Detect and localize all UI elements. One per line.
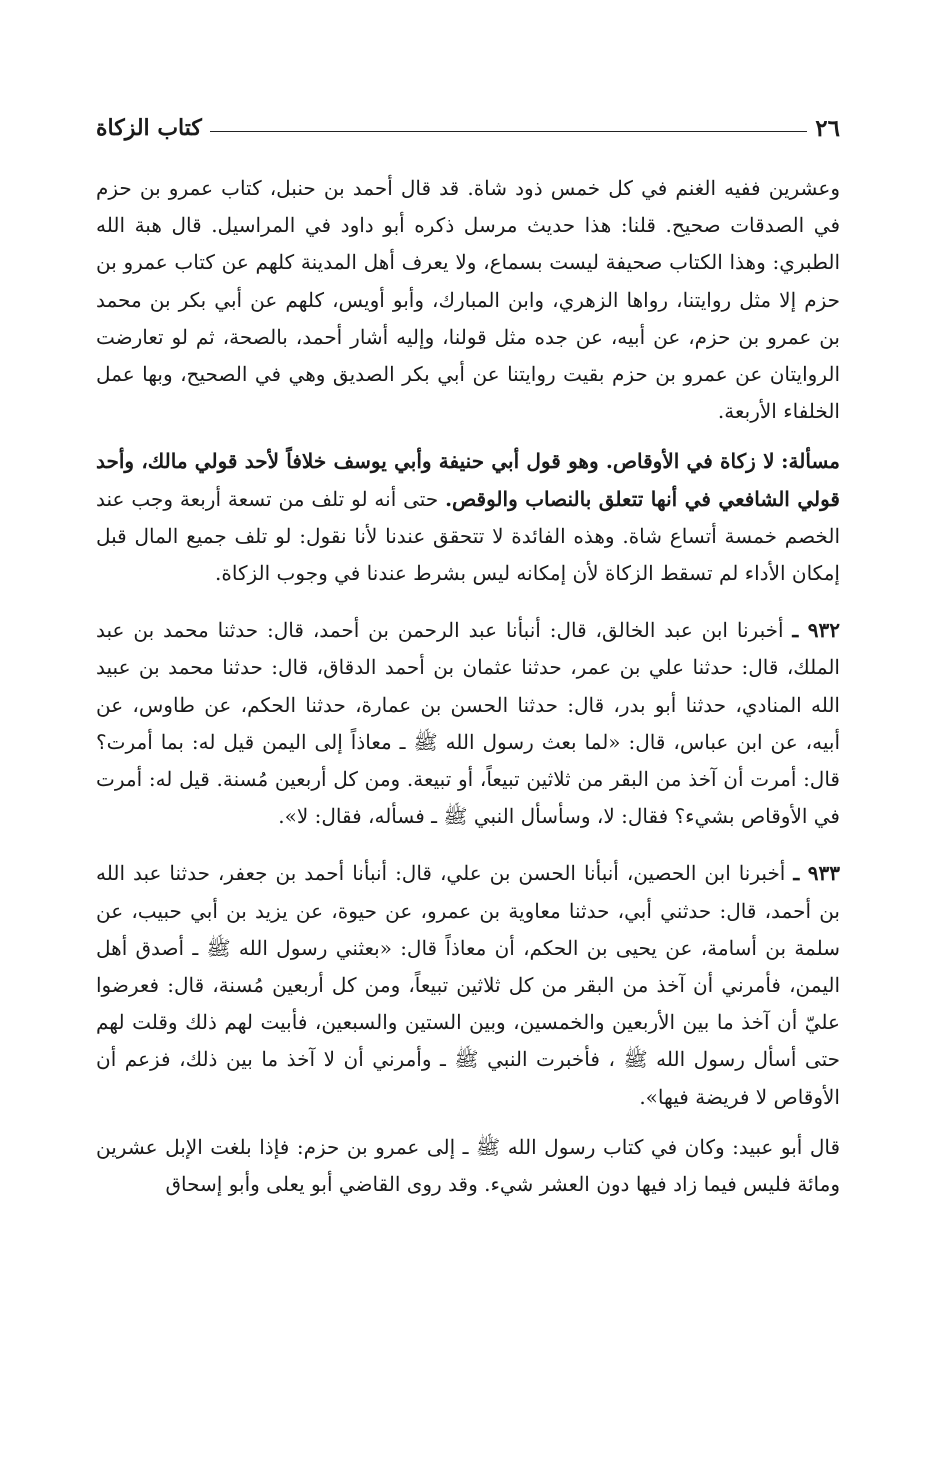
masala-text: حتى أنه لو تلف من تسعة أربعة وجب عند الخصم خمسة أتساع شاة. وهذه الفائدة لا تتحقق عندنا لأنا نقول: لو تلف جميع المال قبل إمكان الأداء لم تسقط الزكاة لأن إمكانه ليس بشرط عندنا في وجوب الزكاة. — [96, 486, 840, 586]
page-number: ٢٦ — [815, 114, 840, 142]
page-header — [96, 112, 840, 144]
page-body — [96, 170, 840, 1216]
header-rule — [210, 131, 807, 132]
hadith-933 — [96, 855, 840, 1115]
masala-label: مسألة: — [781, 449, 841, 474]
hadith-932-number: ٩٣٢ ـ — [792, 618, 841, 643]
masala-ruling: لا زكاة في الأوقاص. وهو قول أبي حنيفة وأبي يوسف خلافاً لأحد قولي مالك، وأحد قولي الشافعي في أنها تتعلق بالنصاب والوقص. — [96, 449, 840, 511]
paragraph-intro — [96, 170, 840, 430]
hadith-933-text: أخبرنا ابن الحصين، أنبأنا الحسن بن علي، قال: أنبأنا أحمد بن جعفر، حدثنا عبد الله بن أحمد، قال: حدثني أبي، حدثنا معاوية بن عمرو، عن حيوة، عن يزيد بن أبي حبيب، عن سلمة بن أسامة، عن يحيى بن الحكم، أن معاذاً قال: «بعثني رسول الله ﷺ ـ أصدق أهل اليمن، فأمرني أن آخذ من البقر من كل ثلاثين تبيعاً، ومن كل أربعين مُسنة، قال: فعرضوا عليّ أن آخذ ما بين الأربعين والخمسين، وبين الستين والسبعين، فأبيت لهم ذلك وقلت لهم حتى أسأل رسول الله ﷺ ، فأخبرت النبي ﷺ ـ وأمرني أن لا آخذ ما بين ذلك، فزعم أن الأوقاص لا فريضة فيها». — [96, 861, 840, 1109]
book-title: كتاب الزكاة — [96, 115, 202, 141]
paragraph-abu-ubayd-text: قال أبو عبيد: وكان في كتاب رسول الله ﷺ ـ إلى عمرو بن حزم: فإذا بلغت الإبل عشرين ومائة فليس فيما زاد فيها دون العشر شيء. وقد روى القاضي أبو يعلى وأبو إسحاق — [96, 1134, 840, 1197]
hadith-932 — [96, 612, 840, 835]
hadith-932-text: أخبرنا ابن عبد الخالق، قال: أنبأنا عبد الرحمن بن أحمد، قال: حدثنا محمد بن عبد الملك، قال: حدثنا علي بن عمر، حدثنا عثمان بن أحمد الدقاق، قال: حدثنا محمد بن عبيد الله المنادي، حدثنا أبو بدر، قال: حدثنا الحسن بن عمارة، حدثنا الحكم، عن طاوس، عن أبيه، عن ابن عباس، قال: «لما بعث رسول الله ﷺ ـ معاذاً إلى اليمن قيل له: بما أمرت؟ قال: أمرت أن آخذ من البقر من ثلاثين تبيعاً، أو تبيعة. ومن كل أربعين مُسنة. قيل له: أمرت في الأوقاص بشيء؟ فقال: لا، وسأسأل النبي ﷺ ـ فسأله، فقال: لا». — [96, 618, 840, 829]
paragraph-abu-ubayd — [96, 1129, 840, 1203]
hadith-933-number: ٩٣٣ ـ — [793, 861, 841, 886]
paragraph-intro-text: وعشرين ففيه الغنم في كل خمس ذود شاة. قد قال أحمد بن حنبل، كتاب عمرو بن حزم في الصدقات صحيح. قلنا: هذا حديث مرسل ذكره أبو داود في المراسيل. قال هبة الله الطبري: وهذا الكتاب صحيفة ليست بسماع، ولا يعرف أهل المدينة كلهم عن كتاب عمرو بن حزم إلا مثل روايتنا، رواها الزهري، وابن المبارك، وأبو أويس، كلهم عن أبي بكر بن محمد بن عمرو بن حزم، عن أبيه، عن جده مثل قولنا، وإليه أشار أحمد، بالصحة، ثم لو تعارضت الروايتان عن عمرو بن حزم بقيت روايتنا عن أبي بكر الصديق وهي في الصحيح، وبها عمل الخلفاء الأربعة. — [96, 176, 840, 424]
paragraph-masala — [96, 443, 840, 592]
